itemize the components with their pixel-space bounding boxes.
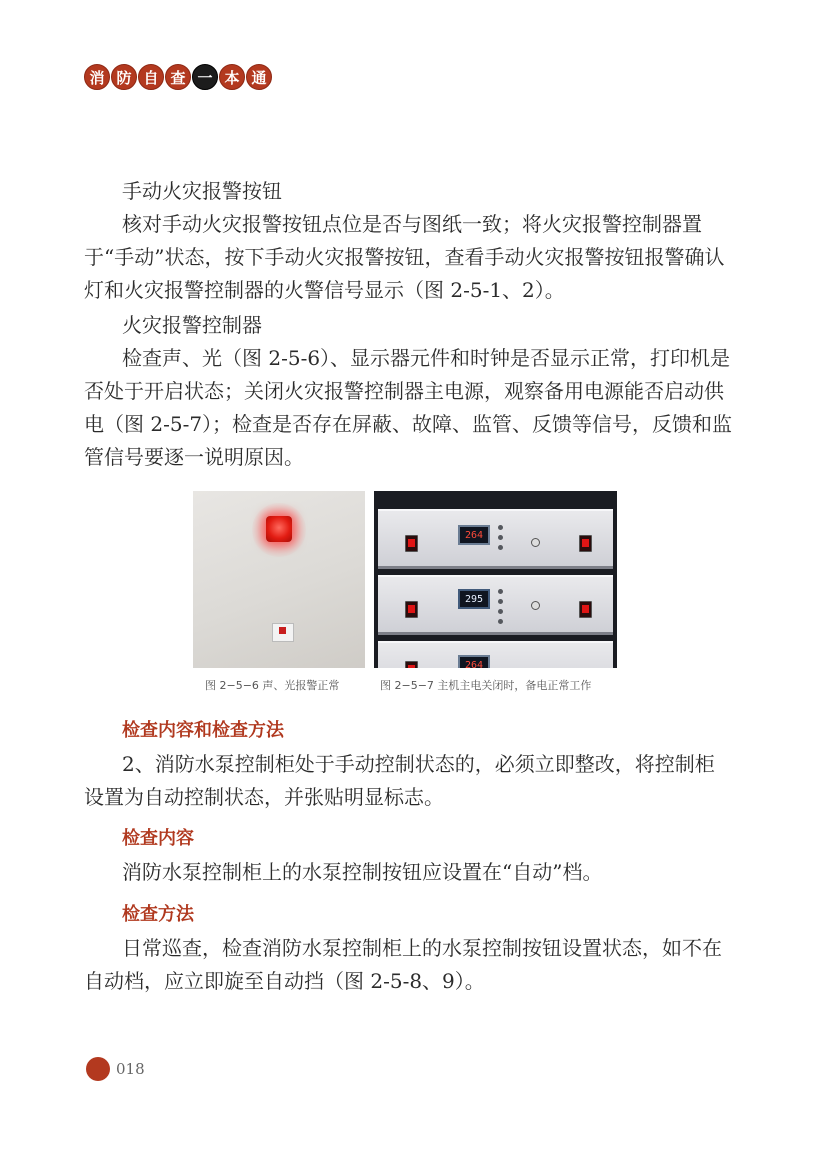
display-readout: 264 <box>458 655 490 668</box>
page-number: 018 <box>116 1060 145 1078</box>
logo-char: 通 <box>246 64 272 90</box>
paragraph-inspection-content: 消防水泵控制柜上的水泵控制按钮应设置在“自动”档。 <box>122 860 603 884</box>
indicator-led-icon <box>498 535 503 540</box>
knob-icon <box>531 538 540 547</box>
section-heading-alarm-controller: 火灾报警控制器 <box>122 313 262 337</box>
paragraph-pump-cabinet-rectification: 2、消防水泵控制柜处于手动控制状态的，必须立即整改，将控制柜设置为自动控制状态，并张贴明显标志。 <box>84 752 715 809</box>
display-readout: 264 <box>458 525 490 545</box>
paragraph-alarm-controller: 检查声、光（图 2-5-6）、显示器元件和时钟是否显示正常，打印机是否处于开启状态；关闭火灾报警控制器主电源，观察备用电源能否启动供电（图 2-5-7）；检查是否存在屏蔽、故障、监管、反馈等信号，反馈和监管信号要逐一说明原因。 <box>84 346 733 469</box>
paragraph-manual-alarm-button: 核对手动火灾报警按钮点位是否与图纸一致；将火灾报警控制器置于“手动”状态，按下手动火灾报警按钮，查看手动火灾报警按钮报警确认灯和火灾报警控制器的火警信号显示（图 2-5-1、2）。 <box>84 212 725 302</box>
indicator-led-icon <box>498 609 503 614</box>
section-heading-inspection-content-and-method: 检查内容和检查方法 <box>122 720 284 741</box>
book-title-logo <box>84 64 273 94</box>
page-number-dot-icon <box>86 1057 110 1081</box>
logo-char: 本 <box>219 64 245 90</box>
controller-panel <box>378 575 613 635</box>
alarm-light-icon <box>266 516 292 542</box>
section-heading-inspection-content: 检查内容 <box>122 828 194 849</box>
power-switch-icon <box>405 661 418 668</box>
display-readout: 295 <box>458 589 490 609</box>
knob-icon <box>531 601 540 610</box>
indicator-led-icon <box>498 619 503 624</box>
power-switch-icon <box>579 601 592 618</box>
figure-caption-2-5-6: 图 2−5−6 声、光报警正常 <box>205 679 340 692</box>
figure-caption-2-5-7: 图 2−5−7 主机主电关闭时，备电正常工作 <box>380 679 592 692</box>
power-switch-icon <box>405 535 418 552</box>
section-heading-manual-alarm-button: 手动火灾报警按钮 <box>122 179 282 203</box>
controller-panel <box>378 509 613 569</box>
indicator-led-icon <box>498 525 503 530</box>
power-switch-icon <box>405 601 418 618</box>
photo-controller-panels <box>374 491 617 668</box>
indicator-led-icon <box>498 589 503 594</box>
logo-char: 查 <box>165 64 191 90</box>
indicator-led-icon <box>498 545 503 550</box>
logo-char: 防 <box>111 64 137 90</box>
logo-char: 自 <box>138 64 164 90</box>
power-switch-icon <box>579 535 592 552</box>
alarm-sign-icon <box>272 623 294 642</box>
section-heading-inspection-method: 检查方法 <box>122 904 194 925</box>
logo-char: 消 <box>84 64 110 90</box>
logo-char: 一 <box>192 64 218 90</box>
controller-panel <box>378 641 613 668</box>
paragraph-inspection-method: 日常巡查，检查消防水泵控制柜上的水泵控制按钮设置状态，如不在自动档，应立即旋至自动挡（图 2-5-8、9）。 <box>84 936 722 993</box>
indicator-led-icon <box>498 599 503 604</box>
